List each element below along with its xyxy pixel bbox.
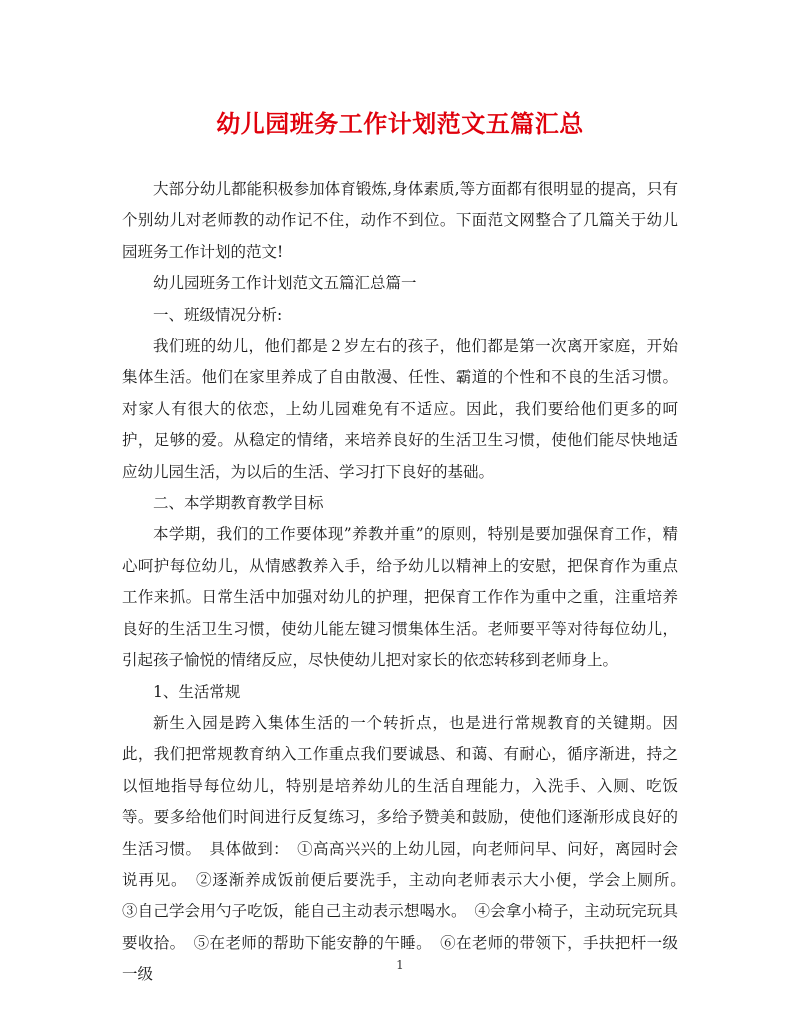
document-title: 幼儿园班务工作计划范文五篇汇总 xyxy=(216,109,584,138)
page-number: 1 xyxy=(396,958,404,972)
section-heading-life-routine: 1、生活常规 xyxy=(153,682,241,701)
teaching-goals-paragraph: 本学期，我们的工作要体现”养教并重”的原则，特别是要加强保育工作，精心呵护每位幼儿，从情感教养入手，给予幼儿以精神上的安慰，把保育作为重点工作来抓。日常生活中加强对幼儿的护理，把保育工作作为重中之重，注重培养良好的生活卫生习惯，使幼儿能左键习惯集体生活。老师要平等对待每位幼儿，引起孩子愉悦的情绪反应，尽快使幼儿把对家长的依恋转移到老师身上。 xyxy=(122,525,678,670)
section-heading-class-analysis: 一、班级情况分析: xyxy=(153,305,283,324)
document-body xyxy=(122,174,694,991)
section-heading-article-one: 幼儿园班务工作计划范文五篇汇总篇一 xyxy=(153,274,417,293)
section-heading-teaching-goals: 二、本学期教育教学目标 xyxy=(153,494,324,513)
life-routine-paragraph: 新生入园是跨入集体生活的一个转折点，也是进行常规教育的关键期。因此，我们把常规教育纳入工作重点我们要诚恳、和蔼、有耐心，循序渐进，持之以恒地指导每位幼儿，特别是培养幼儿的生活自理能力，入洗手、入厕、吃饭等。要多给他们时间进行反复练习，多给予赞美和鼓励，使他们逐渐形成良好的生活习惯。 具体做到： ①高高兴兴的上幼儿园，向老师问早、问好，离园时会说再见。 ②逐渐养成饭前便后要洗手，主动向老师表示大小便，学会上厕所。 ③自己学会用勺子吃饭，能自己主动表示想喝水。 ④会拿小椅子，主动玩完玩具要收拾。 ⑤在老师的帮助下能安静的午睡。 ⑥在老师的带领下，手扶把杆一级一级 xyxy=(122,713,694,984)
class-analysis-paragraph: 我们班的幼儿，他们都是２岁左右的孩子，他们都是第一次离开家庭，开始集体生活。他们在家里养成了自由散漫、任性、霸道的个性和不良的生活习惯。对家人有很大的依恋，上幼儿园难免有不适应。因此，我们要给他们更多的呵护，足够的爱。从稳定的情绪，来培养良好的生活卫生习惯，使他们能尽快地适应幼儿园生活，为以后的生活、学习打下良好的基础。 xyxy=(122,337,678,481)
intro-paragraph: 大部分幼儿都能积极参加体育锻炼,身体素质,等方面都有很明显的提高，只有个别幼儿对老师教的动作记不住，动作不到位。下面范文网整合了几篇关于幼儿园班务工作计划的范文! xyxy=(122,180,678,261)
